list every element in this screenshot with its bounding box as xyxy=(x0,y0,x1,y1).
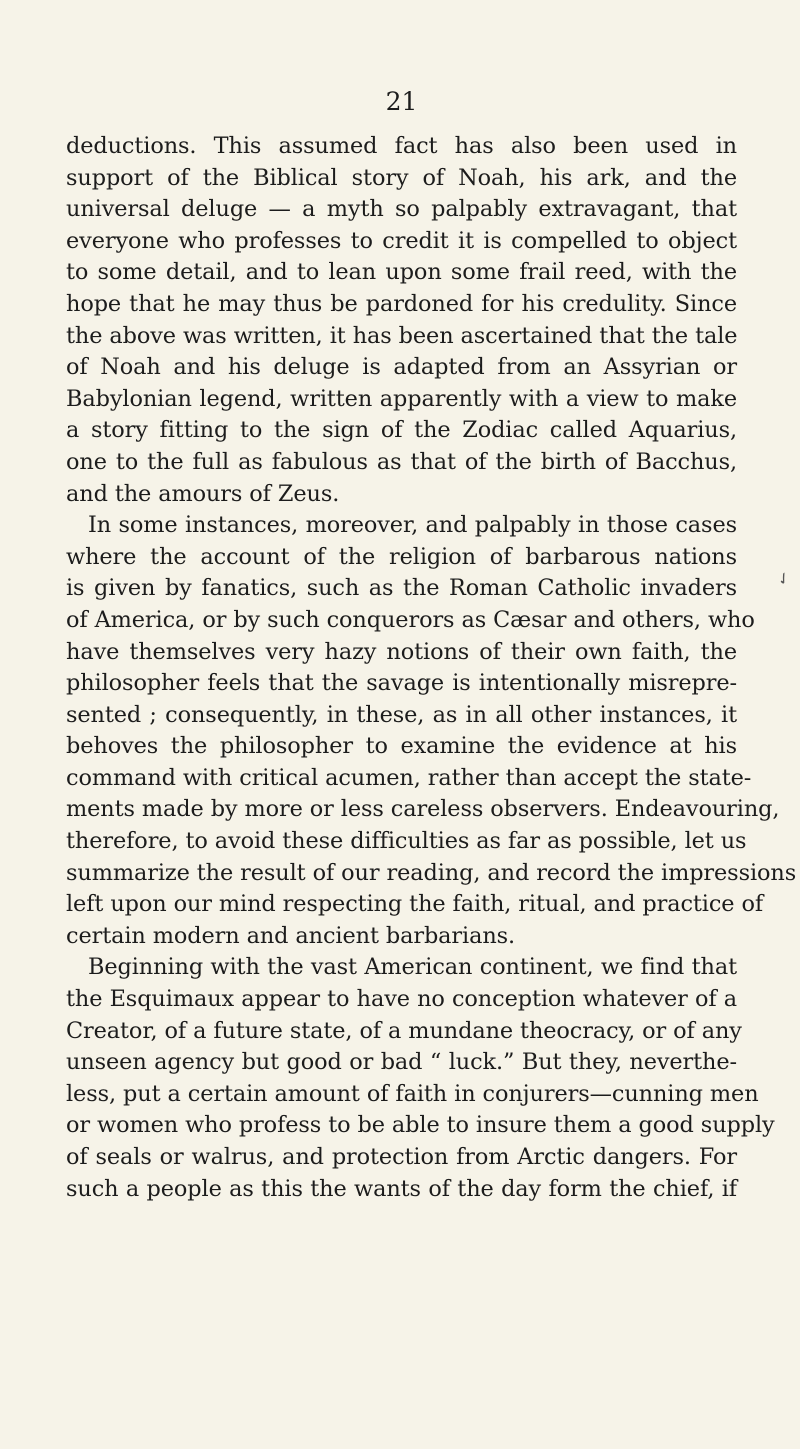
text-line: sented ; consequently, in these, as in all other instances, it xyxy=(66,701,737,728)
text-line: where the account of the religion of barbarous nations xyxy=(66,543,737,570)
page-number: 21 xyxy=(385,87,418,116)
text-line: one to the full as fabulous as that of the birth of Bacchus, xyxy=(66,448,737,475)
text-line: unseen agency but good or bad “ luck.” But they, neverthe- xyxy=(66,1049,737,1076)
text-line: universal deluge — a myth so palpably extravagant, that xyxy=(66,196,737,223)
text-line: behoves the philosopher to examine the evidence at his xyxy=(66,733,737,760)
text-line: deductions. This assumed fact has also been used in xyxy=(66,133,737,159)
text-line: the Esquimaux appear to have no conception whatever of a xyxy=(66,986,737,1013)
text-line: have themselves very hazy notions of their own faith, the xyxy=(66,638,737,665)
text-line: of Noah and his deluge is adapted from an Assyrian or xyxy=(66,354,737,381)
text-line: certain modern and ancient barbarians. xyxy=(66,922,516,949)
text-line: Beginning with the vast American continent, we find that xyxy=(88,954,737,981)
text-line: summarize the result of our reading, and record the impressions xyxy=(66,859,797,886)
text-line: such a people as this the wants of the day form the chief, if xyxy=(66,1175,737,1202)
text-line: hope that he may thus be pardoned for his credulity. Since xyxy=(66,290,737,317)
text-line: a story fitting to the sign of the Zodiac called Aquarius, xyxy=(66,417,737,444)
text-line: Babylonian legend, written apparently with a view to make xyxy=(66,385,737,412)
margin-mark-icon: ✓ xyxy=(772,566,795,591)
text-line: of seals or walrus, and protection from Arctic dangers. For xyxy=(66,1144,737,1170)
text-line: or women who profess to be able to insure them a good supply xyxy=(66,1112,775,1139)
text-line: support of the Biblical story of Noah, his ark, and the xyxy=(66,164,737,191)
text-line: Creator, of a future state, of a mundane theocracy, or of any xyxy=(66,1017,742,1044)
text-line: philosopher feels that the savage is intentionally misrepre- xyxy=(66,670,737,697)
text-line: is given by fanatics, such as the Roman Catholic invaders xyxy=(66,575,737,602)
text-line: to some detail, and to lean upon some frail reed, with the xyxy=(66,259,737,286)
text-line: command with critical acumen, rather than accept the state- xyxy=(66,764,752,791)
text-body xyxy=(66,131,797,1205)
text-line: therefore, to avoid these difficulties as far as possible, let us xyxy=(66,828,747,855)
text-line: the above was written, it has been ascertained that the tale xyxy=(66,322,738,349)
text-line: and the amours of Zeus. xyxy=(66,480,340,507)
text-line: everyone who professes to credit it is compelled to object xyxy=(66,227,737,254)
text-line: less, put a certain amount of faith in conjurers—cunning men xyxy=(66,1080,759,1107)
text-line: left upon our mind respecting the faith, ritual, and practice of xyxy=(66,891,764,918)
text-line: In some instances, moreover, and palpably in those cases xyxy=(88,512,737,539)
text-line: of America, or by such conquerors as Cæsar and others, who xyxy=(66,606,755,633)
text-line: ments made by more or less careless observers. Endeavouring, xyxy=(66,796,780,823)
